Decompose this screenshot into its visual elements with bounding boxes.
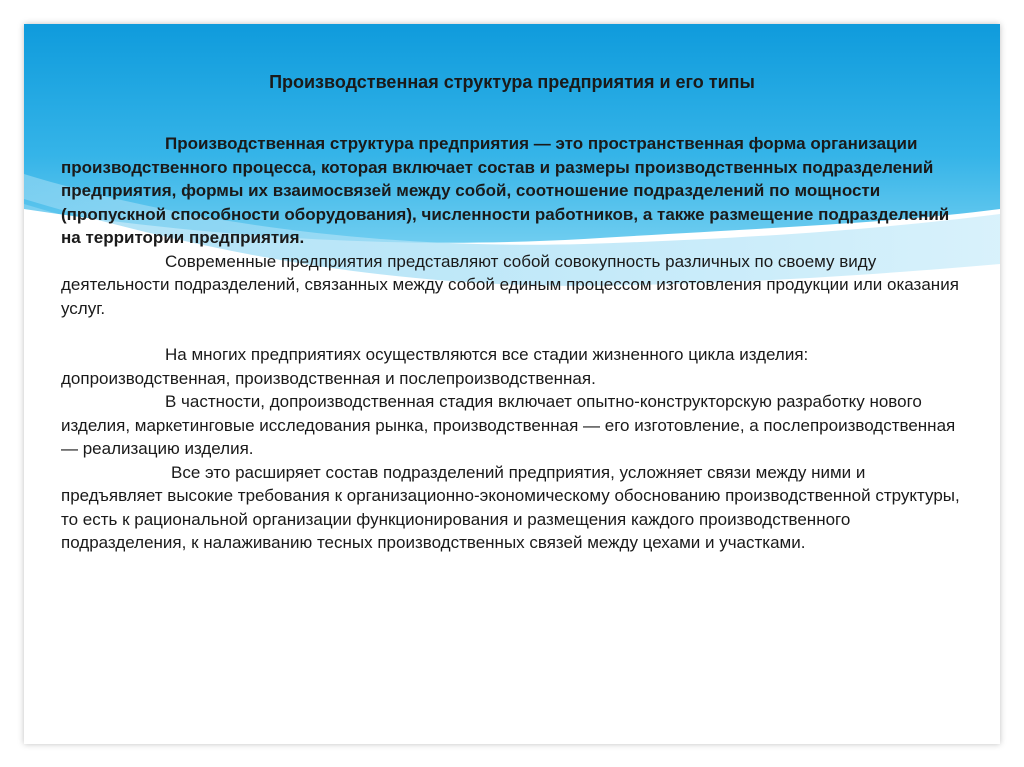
slide-frame <box>24 24 1000 744</box>
slide-body <box>61 132 961 555</box>
slide-title: Производственная структура предприятия и его типы <box>269 72 755 92</box>
paragraph-stages: На многих предприятиях осуществляются все стадии жизненного цикла изделия: допроизводственная, производственная и послепроизводственная. <box>61 345 809 388</box>
paragraph-details: В частности, допроизводственная стадия включает опытно-конструкторскую разработку нового изделия, маркетинговые исследования рынка, производственная — его изготовление, а послепроизводственная — реализацию изделия. <box>61 392 956 458</box>
paragraph-definition: Производственная структура предприятия — это пространственная форма организации производственного процесса, которая включает состав и размеры производственных подразделений предприятия, формы их взаимосвязей между собой, соотношение подразделений по мощности (пропускной способности оборудования), численности работников, а также размещение подразделений на территории предприятия. <box>61 134 950 247</box>
paragraph-modern: Современные предприятия представляют собой совокупность различных по своему виду деятельности подразделений, связанных между собой единым процессом изготовления продукции или оказания услуг. <box>61 251 959 318</box>
paragraph-conclusion: Все это расширяет состав подразделений предприятия, усложняет связи между ними и предъявляет высокие требования к организационно-экономическому обоснованию производственной структуры, то есть к рациональной организации функционирования и размещения каждого производственного подразделения, к налаживанию тесных производственных связей между цехами и участками. <box>61 462 960 552</box>
